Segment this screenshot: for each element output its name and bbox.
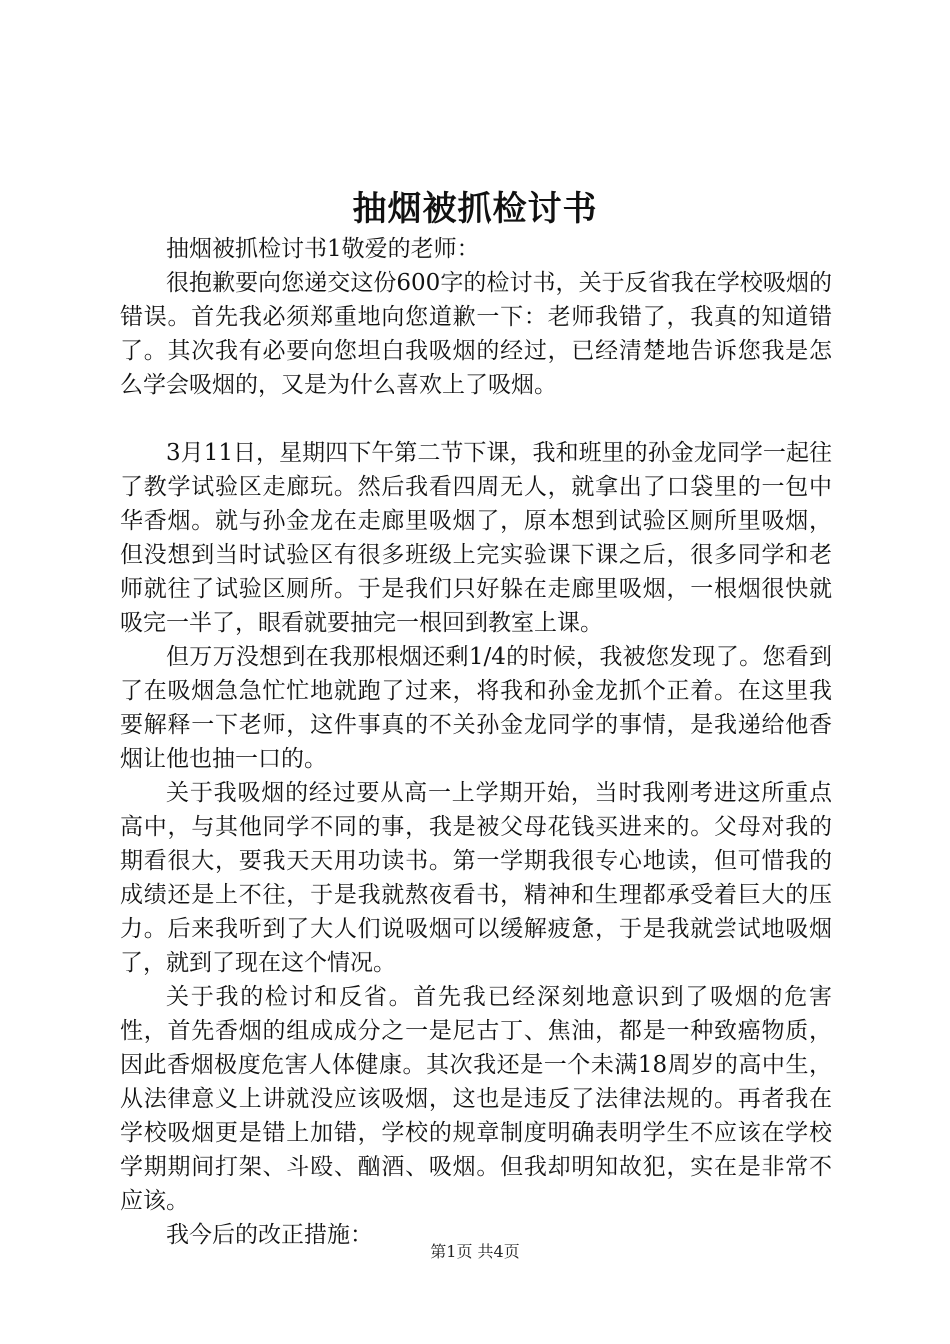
document-title: 抽烟被抓检讨书 (352, 189, 598, 229)
body-paragraph: 很抱歉要向您递交这份600字的检讨书，关于反省我在学校吸烟的错误。首先我必须郑重地向您道歉一下：老师我错了，我真的知道错了。其次我有必要向您坦白我吸烟的经过，已经清楚地告诉您我是怎么学会吸烟的，又是为什么喜欢上了吸烟。 (120, 270, 832, 398)
document-body (120, 232, 832, 1252)
body-paragraph: 3月11日，星期四下午第二节下课，我和班里的孙金龙同学一起往了教学试验区走廊玩。然后我看四周无人，就拿出了口袋里的一包中华香烟。就与孙金龙在走廊里吸烟了，原本想到试验区厕所里吸烟，但没想到当时试验区有很多班级上完实验课下课之后，很多同学和老师就往了试验区厕所。于是我们只好躲在走廊里吸烟，一根烟很快就吸完一半了，眼看就要抽完一根回到教室上课。 (120, 440, 832, 636)
salutation-paragraph: 抽烟被抓检讨书1敬爱的老师： (166, 236, 480, 262)
page-footer: 第1页 共4页 (430, 1242, 520, 1261)
body-paragraph: 但万万没想到在我那根烟还剩1/4的时候，我被您发现了。您看到了在吸烟急急忙忙地就跑了过来，将我和孙金龙抓个正着。在这里我要解释一下老师，这件事真的不关孙金龙同学的事情，是我递给他香烟让他也抽一口的。 (120, 644, 832, 772)
body-paragraph: 我今后的改正措施： (166, 1222, 373, 1248)
body-paragraph: 关于我的检讨和反省。首先我已经深刻地意识到了吸烟的危害性，首先香烟的组成成分之一是尼古丁、焦油，都是一种致癌物质，因此香烟极度危害人体健康。其次我还是一个未满18周岁的高中生，从法律意义上讲就没应该吸烟，这也是违反了法律法规的。再者我在学校吸烟更是错上加错，学校的规章制度明确表明学生不应该在学校学期期间打架、斗殴、酗酒、吸烟。但我却明知故犯，实在是非常不应该。 (120, 984, 832, 1214)
body-paragraph: 关于我吸烟的经过要从高一上学期开始，当时我刚考进这所重点高中，与其他同学不同的事，我是被父母花钱买进来的。父母对我的期看很大，要我天天用功读书。第一学期我很专心地读，但可惜我的成绩还是上不往，于是我就熬夜看书，精神和生理都承受着巨大的压力。后来我听到了大人们说吸烟可以缓解疲惫，于是我就尝试地吸烟了，就到了现在这个情况。 (120, 780, 832, 976)
